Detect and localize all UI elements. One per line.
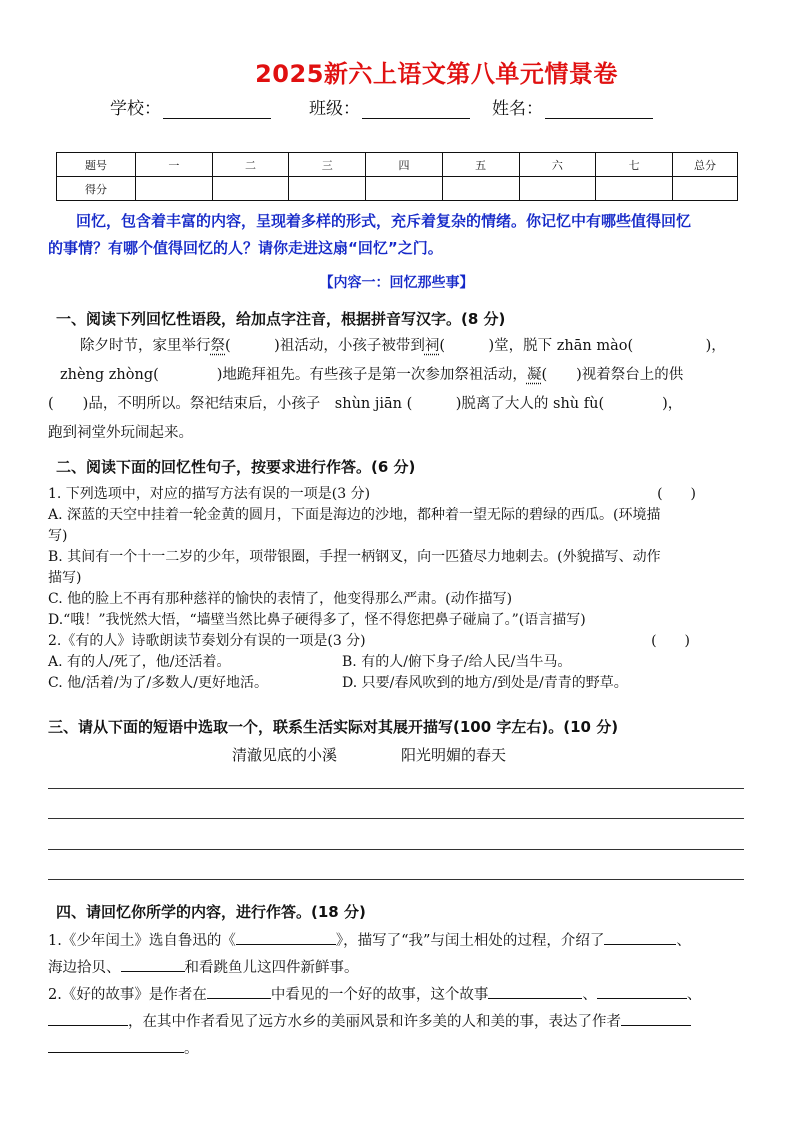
option-row bbox=[48, 652, 748, 673]
question-2-heading: 二、阅读下面的回忆性句子，按要求进行作答。(6 分) bbox=[56, 458, 416, 476]
passage-line: 跑到祠堂外玩闹起来。 bbox=[48, 425, 193, 441]
dotted-char: 凝 bbox=[526, 367, 542, 383]
phrase-option: 清澈见底的小溪 bbox=[232, 746, 338, 764]
phrase-option: 阳光明媚的春天 bbox=[401, 746, 507, 764]
answer-blank[interactable] bbox=[621, 1009, 691, 1026]
text-span: ( )视着祭台上的供 bbox=[541, 367, 684, 383]
text-span: 中看见的一个好的故事，这个故事 bbox=[270, 987, 489, 1003]
text-span: 和看跳鱼儿这四件新鲜事。 bbox=[184, 960, 359, 976]
text-span: ，在其中作者看见了远方水乡的美丽风景和许多美的人和美的事，表达了作者 bbox=[128, 1014, 621, 1030]
dotted-char: 祠 bbox=[424, 338, 440, 354]
phrase-options bbox=[232, 744, 570, 765]
score-input-cell[interactable] bbox=[212, 177, 289, 201]
passage-line: ( )品，不明所以。祭祀结束后，小孩子 shùn jiān ( )脱离了大人的 shù fù( )， bbox=[48, 396, 683, 412]
score-input-cell[interactable] bbox=[442, 177, 519, 201]
class-blank[interactable] bbox=[362, 98, 470, 119]
exam-title: 2025新六上语文第八单元情景卷 bbox=[255, 60, 618, 88]
score-cell: 题号 bbox=[57, 153, 136, 177]
text-span: 》，描写了“我”与闰土相处的过程，介绍了 bbox=[335, 933, 605, 949]
score-table-header-row bbox=[57, 153, 738, 177]
score-input-cell[interactable] bbox=[136, 177, 213, 201]
answer-blank[interactable] bbox=[488, 982, 582, 999]
section-heading: 【内容一：回忆那些事】 bbox=[319, 275, 474, 291]
dotted-char: 祭 bbox=[210, 338, 225, 354]
text-span: 1.《少年闰土》选自鲁迅的《 bbox=[48, 933, 236, 949]
text-span: 除夕时节，家里举行 bbox=[80, 338, 211, 354]
text-span: ( )祖活动，小孩子被带到 bbox=[225, 338, 425, 354]
fill-line bbox=[48, 955, 748, 982]
text-span: ( )堂，脱下 zhān mào( )， bbox=[439, 338, 726, 354]
writing-line[interactable] bbox=[48, 849, 744, 850]
score-input-cell[interactable] bbox=[366, 177, 443, 201]
question-4-body bbox=[48, 928, 748, 1063]
score-row-label: 得分 bbox=[57, 177, 136, 201]
text-span: 。 bbox=[184, 1041, 199, 1057]
score-table-score-row bbox=[57, 177, 738, 201]
score-input-cell[interactable] bbox=[289, 177, 366, 201]
class-label: 班级： bbox=[309, 99, 360, 119]
option-d: D. 只要/春风吹到的地方/到处是/青青的野草。 bbox=[342, 675, 628, 691]
text-span: 2.《有的人》诗歌朗读节奏划分有误的一项是(3 分) bbox=[48, 633, 366, 649]
option-b-cont: 描写) bbox=[48, 570, 82, 586]
fill-line bbox=[48, 1009, 748, 1036]
question-1-heading: 一、阅读下列回忆性语段，给加点字注音，根据拼音写汉字。(8 分) bbox=[56, 310, 506, 328]
intro-text bbox=[48, 208, 748, 262]
option-a-cont: 写) bbox=[48, 528, 68, 544]
question-2-body bbox=[48, 484, 748, 694]
writing-line[interactable] bbox=[48, 818, 744, 819]
writing-line[interactable] bbox=[48, 788, 744, 789]
score-input-cell[interactable] bbox=[673, 177, 738, 201]
name-blank[interactable] bbox=[545, 98, 653, 119]
score-cell: 总分 bbox=[673, 153, 738, 177]
text-span: 1. 下列选项中，对应的描写方法有误的一项是(3 分) bbox=[48, 486, 371, 502]
answer-blank[interactable] bbox=[597, 982, 687, 999]
score-cell: 三 bbox=[289, 153, 366, 177]
name-label: 姓名： bbox=[492, 99, 543, 119]
text-span: 、 bbox=[582, 987, 597, 1003]
writing-line[interactable] bbox=[48, 879, 744, 880]
intro-line-1: 回忆，包含着丰富的内容，呈现着多样的形式，充斥着复杂的情绪。你记忆中有哪些值得回忆 bbox=[76, 212, 692, 230]
school-blank[interactable] bbox=[163, 98, 271, 119]
answer-blank[interactable] bbox=[207, 982, 271, 999]
score-cell: 一 bbox=[136, 153, 213, 177]
answer-blank[interactable] bbox=[604, 928, 676, 945]
text-span: 2.《好的故事》是作者在 bbox=[48, 987, 207, 1003]
score-cell: 四 bbox=[366, 153, 443, 177]
option-a: A. 有的人/死了，他/还活着。 bbox=[48, 654, 231, 670]
option-row bbox=[48, 673, 748, 694]
score-cell: 六 bbox=[519, 153, 596, 177]
school-label: 学校： bbox=[110, 99, 161, 119]
option-b: B. 其间有一个十一二岁的少年，项带银圈，手捏一柄钢叉，向一匹猹尽力地刺去。(外貌描写、动作 bbox=[48, 549, 661, 565]
option-b: B. 有的人/俯下身子/给人民/当牛马。 bbox=[342, 654, 572, 670]
score-input-cell[interactable] bbox=[596, 177, 673, 201]
answer-blank[interactable] bbox=[121, 955, 185, 972]
sub-question bbox=[48, 484, 748, 505]
name-field bbox=[492, 94, 653, 119]
score-cell: 七 bbox=[596, 153, 673, 177]
answer-blank[interactable] bbox=[48, 1036, 184, 1053]
option-a: A. 深蓝的天空中挂着一轮金黄的圆月，下面是海边的沙地，都种着一望无际的碧绿的西瓜。(环境描 bbox=[48, 507, 661, 523]
text-span: 、 bbox=[686, 987, 702, 1003]
score-cell: 二 bbox=[212, 153, 289, 177]
score-table bbox=[56, 152, 738, 201]
score-cell: 五 bbox=[442, 153, 519, 177]
class-field bbox=[309, 94, 470, 119]
student-info-row bbox=[110, 94, 675, 119]
option-c: C. 他/活着/为了/多数人/更好地活。 bbox=[48, 675, 268, 691]
answer-blank[interactable] bbox=[236, 928, 336, 945]
option-c: C. 他的脸上不再有那种慈祥的愉快的表情了，他变得那么严肃。(动作描写) bbox=[48, 591, 513, 607]
question-4-heading: 四、请回忆你所学的内容，进行作答。(18 分) bbox=[56, 903, 366, 921]
sub-question bbox=[48, 631, 748, 652]
question-1-passage bbox=[48, 332, 744, 448]
passage-line bbox=[48, 361, 744, 390]
answer-blank[interactable] bbox=[48, 1009, 128, 1026]
fill-line bbox=[48, 982, 748, 1009]
intro-line: 的事情？有哪个值得回忆的人？请你走进这扇“回忆”之门。 bbox=[48, 239, 443, 257]
school-field bbox=[110, 94, 271, 119]
option-d: D.“哦！”我恍然大悟，“墙壁当然比鼻子硬得多了，怪不得您把鼻子碰扁了。”(语言描写) bbox=[48, 612, 586, 628]
text-span: 、 bbox=[676, 933, 691, 949]
passage-line bbox=[48, 332, 744, 361]
fill-line bbox=[48, 928, 748, 955]
intro-line bbox=[48, 208, 748, 235]
fill-line bbox=[48, 1036, 748, 1063]
score-input-cell[interactable] bbox=[519, 177, 596, 201]
answer-paren[interactable]: ( ) bbox=[651, 633, 690, 649]
text-span: 海边拾贝、 bbox=[48, 960, 121, 976]
text-span: zhèng zhòng( )地跪拜祖先。有些孩子是第一次参加祭祖活动， bbox=[60, 367, 527, 383]
answer-paren[interactable]: ( ) bbox=[657, 486, 696, 502]
question-3-heading: 三、请从下面的短语中选取一个，联系生活实际对其展开描写(100 字左右)。(10 分) bbox=[48, 718, 619, 736]
